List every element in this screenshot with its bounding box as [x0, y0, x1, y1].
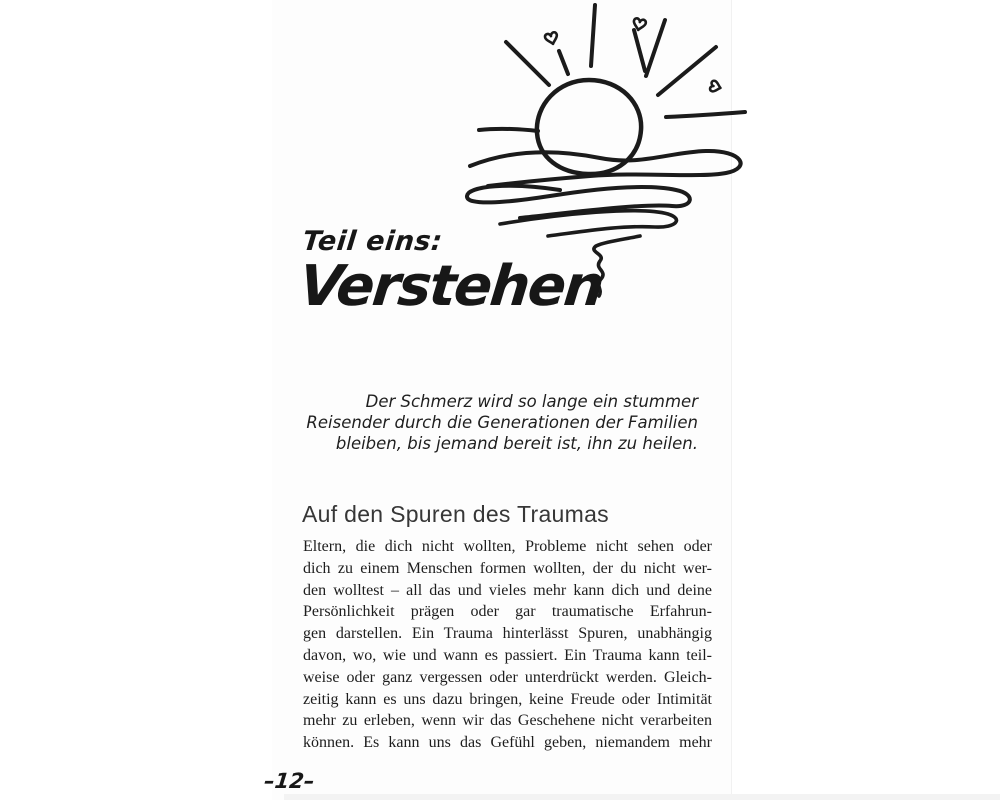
body-line: mehr zu erleben, wenn wir das Geschehene nicht verarbeiten — [303, 712, 712, 730]
body-line: davon, wo, wie und wann es passiert. Ein Trauma kann teil- — [303, 646, 712, 664]
body-line: gen darstellen. Ein Trauma hinterlässt Spuren, unabhängig — [303, 625, 712, 643]
sun-ray-icon — [666, 112, 745, 117]
part-title: Verstehen — [296, 254, 606, 319]
body-line: den wolltest – all das und vieles mehr kann dich und deine — [303, 581, 712, 599]
water-squiggle-icon — [500, 211, 676, 236]
body-line: Persönlichkeit prägen oder gar traumatische Erfahrun- — [303, 603, 712, 621]
sun-ray-icon — [591, 5, 595, 66]
sun-ray-icon — [559, 51, 568, 74]
body-paragraph — [303, 536, 712, 754]
heart-icon — [544, 32, 558, 46]
body-line: zeitig kann es uns dazu bringen, keine Freude oder Intimität — [303, 690, 712, 708]
quote-line: Der Schmerz wird so lange ein stummer — [365, 392, 698, 411]
page-bottom-edge — [284, 794, 1000, 800]
epigraph-quote — [280, 391, 698, 454]
sun-ray-icon — [646, 20, 665, 76]
water-squiggle-icon — [470, 151, 741, 186]
quote-line: Reisender durch die Generationen der Familien — [306, 413, 698, 432]
sun-ray-icon — [658, 47, 716, 95]
page-number: –12– — [263, 769, 316, 793]
quote-line: bleiben, bis jemand bereit ist, ihn zu heilen. — [335, 434, 698, 453]
sun-ray-icon — [479, 129, 538, 131]
sun-ray-icon — [506, 42, 549, 85]
body-line: Eltern, die dich nicht wollten, Probleme nicht sehen oder — [303, 538, 712, 555]
body-line: dich zu einem Menschen formen wollten, der du nicht wer- — [303, 559, 712, 577]
sun-ray-icon — [634, 30, 645, 71]
body-line: können. Es kann uns das Gefühl geben, niemandem mehr — [303, 734, 712, 752]
section-heading: Auf den Spuren des Traumas — [302, 501, 609, 527]
body-line: weise oder ganz vergessen oder unterdrückt werden. Gleich- — [303, 668, 712, 686]
heart-icon — [709, 80, 721, 93]
part-label: Teil eins: — [301, 226, 445, 257]
